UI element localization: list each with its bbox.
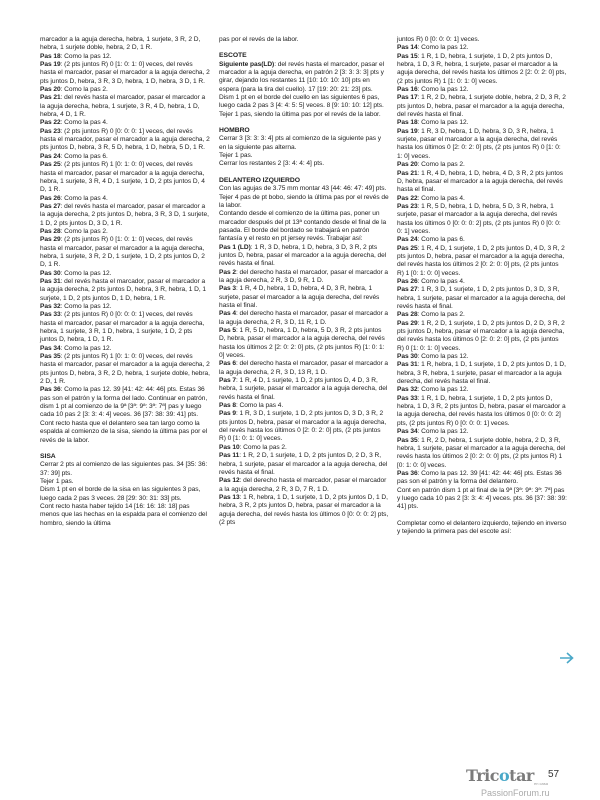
- row-text: : Como la pas 4.: [60, 194, 108, 202]
- paragraph: [40, 386, 210, 444]
- row-label: Pas 31: [40, 277, 61, 285]
- row-label: Pas 23: [397, 202, 418, 210]
- paragraph: [397, 353, 567, 361]
- row-label: Pas 33: [40, 311, 61, 319]
- row-label: Pas 34: [397, 428, 418, 436]
- paragraph: [397, 53, 567, 86]
- row-label: Pas 8: [219, 402, 236, 410]
- row-label: Pas 14: [397, 44, 418, 52]
- paragraph: [397, 128, 567, 161]
- row-text: : Como la pas 2.: [239, 443, 287, 451]
- row-text: : Como la pas 12.: [60, 303, 112, 310]
- paragraph: [397, 470, 567, 487]
- row-text: : del revés hasta el marcador, pasar el marcador a la aguja derecha, 2 pts juntos D, hebra, 3 R, hebra, 1 D, 1 surjete, 1 D, 2 pts juntos D, 1 D, hebra, 1 R.: [40, 277, 207, 302]
- paragraph: Tejer 1 pas, siendo la última pas por el revés de la labor.: [219, 110, 381, 118]
- paragraph: [40, 53, 210, 61]
- spacer: [219, 169, 389, 177]
- paragraph: [40, 311, 210, 344]
- spacer: [219, 44, 389, 52]
- row-label: Pas 34: [40, 344, 61, 352]
- row-label: Pas 27: [397, 286, 418, 294]
- paragraph: [40, 236, 210, 269]
- row-text: : (2 pts juntos R) 1 [0: 1: 0: 0] veces, del revés hasta el marcador, pasar el marcador a la aguja derecha, hebra, 1 surjete, 3 R, 4 D, 1 surjete, 1 D, 2 pts juntos D, 4 D, 1 R.: [40, 161, 205, 194]
- row-label: Pas 17: [397, 94, 418, 102]
- row-text: : 1 R, 4 D, hebra, 1 D, hebra, 4 D, 3 R, hebra, 1 surjete, pasar el marcador a la aguja derecha, del revés hasta el final.: [219, 285, 380, 309]
- row-label: Pas 31: [397, 361, 418, 369]
- row-text: : Como la pas 12.: [60, 52, 112, 60]
- paragraph: [397, 437, 567, 470]
- paragraph: Tejer 1 pas.: [40, 477, 74, 485]
- paragraph: Tejer 4 pas de pt bobo, siendo la última pas por el revés de la labor.: [219, 193, 389, 209]
- paragraph: [397, 245, 567, 278]
- row-text: : 1 R, hebra, 1 D, 1 surjete, 1 D, 2 pts juntos D, 1 D, hebra, 3 R, 2 pts juntos D, hebra, pasar el marcador a la aguja derecha, del revés hasta los últimos 0 [0: 0: 0: 2] pts, (2 pts: [219, 493, 389, 526]
- row-text: : 1 R, 5 D, hebra, 1 D, hebra, 5 D, 3 R, 2 pts juntos D, hebra, pasar el marcador a la aguja derecha, del revés hasta los últimos 2 [2: 0: 2: 0] pts, (2 pts juntos R) [1: 0: 1: 0] veces.: [219, 327, 385, 360]
- paragraph: [397, 428, 567, 436]
- row-text: : (2 pts juntos R) 0 [1: 0: 1: 0] veces, del revés hasta el marcador, pasar el marcador a la aguja derecha, 2 pts juntos D, hebra, 3 R, 3 D, hebra, 1 D, hebra, 3 D, 1 R.: [40, 61, 210, 85]
- paragraph: [40, 195, 210, 203]
- paragraph: [40, 270, 210, 278]
- paragraph: [219, 285, 389, 310]
- row-label: Pas 9: [219, 410, 236, 418]
- paragraph: Completar como el delantero izquierdo, tejiendo en inverso y tejiendo la primera pas del escote así:: [397, 519, 567, 535]
- paragraph: [397, 386, 567, 394]
- row-label: Pas 25: [40, 161, 61, 169]
- paragraph: juntos R) 0 [0: 0: 0: 1] veces.: [397, 36, 480, 43]
- page-number: 57: [548, 769, 560, 780]
- paragraph: [397, 195, 567, 203]
- row-text: : del derecho hasta el marcador, pasar el marcador a la aguja derecha, 2 R, 3 D, 9 R, 1 D.: [219, 268, 389, 284]
- row-label: Pas 15: [397, 52, 418, 60]
- paragraph: [219, 377, 389, 402]
- paragraph: Cont recto hasta haber tejido 14 [16: 16: 18: 18] pas menos que las hechas en la espalda para el comienzo del hombro, siendo la última: [40, 502, 207, 527]
- paragraph: Tejer 1 pas.: [219, 152, 253, 160]
- row-text: : del revés hasta el marcador, pasar el marcador a la aguja derecha, 2 pts juntos D, hebra, 3 R, 3 D, 1 surjete, 1 D, 2 pts juntos D, 3 D, 1 R.: [40, 202, 209, 227]
- row-text: : 1 R, hebra, 1 D, 1 surjete, 1 D, 2 pts juntos D, 1 D, hebra, 3 R, hebra, 1 surjete, pasar el marcador a la aguja derecha, del revés hasta el final.: [397, 361, 566, 386]
- paragraph: [397, 44, 567, 52]
- paragraph: [219, 410, 389, 443]
- row-label: Pas 30: [397, 353, 418, 361]
- paragraph: [219, 444, 389, 452]
- row-text: : 1 R, 1 D, hebra, 1 surjete, 1 D, 2 pts juntos D, hebra, 1 D, 3 R, 2 pts juntos D, hebra, pasar el marcador a la aguja derecha, del revés hasta los últimos 0 [0: 0: 0: 2] pts, (2 pts juntos R) 0 [0: 0: 0: 1] veces.: [397, 394, 566, 427]
- row-label: Pas 20: [40, 86, 61, 94]
- row-label: Pas 35: [40, 353, 61, 361]
- paragraph: [397, 286, 567, 311]
- paragraph: Cont en patrón dism 1 pt al final de la 9ª [3ª: 9ª: 3ª: 7ª] pas y luego cada 10 pas 2 [3: 3: 4: 4] veces. pts. 36 [37: 38: 39: 41] pts.: [397, 486, 567, 511]
- row-label: Pas 2: [219, 268, 236, 276]
- paragraph: [40, 153, 210, 161]
- paragraph: [219, 61, 389, 94]
- row-label: Pas 19: [397, 127, 418, 135]
- row-text: : 1 R, 3 D, 1 surjete, 1 D, 2 pts juntos D, 3 D, 3 R, 2 pts juntos D, hebra, pasar el marcador a la aguja derecha, del revés hasta los últimos 0 [2: 0: 2: 0] pts, (2 pts juntos R) 0 [1: 0: 1: 0] veces.: [219, 410, 387, 443]
- paragraph: [40, 303, 210, 311]
- paragraph: [40, 119, 210, 127]
- row-text: : 1 R, 4 D, 1 surjete, 1 D, 2 pts juntos D, 4 D, 3 R, hebra, 1 surjete, pasar el marcador a la aguja derecha, del revés hasta el final.: [219, 377, 388, 401]
- row-text: : Como la pas 12.: [417, 119, 469, 127]
- row-label: Pas 4: [219, 310, 236, 318]
- row-text: : del derecho hasta el marcador, pasar el marcador a la aguja derecha, 2 R, 3 D, 7 R, 1 D.: [219, 477, 387, 493]
- row-text: : 1 R, 2 D, 1 surjete, 1 D, 2 pts juntos D, 2 D, 3 R, hebra, 1 surjete, pasar el marcador a la aguja derecha, del revés hasta el final.: [219, 452, 388, 476]
- row-label: Pas 3: [219, 285, 236, 293]
- paragraph: [40, 278, 210, 303]
- paragraph: [219, 452, 389, 477]
- row-label: Pas 30: [40, 269, 61, 277]
- row-label: Pas 12: [219, 477, 240, 485]
- row-text: : del revés hasta el marcador, pasar el marcador a la aguja derecha, en patrón 2 [3: 3: 3: 3] pts y girar, dejando los restantes 11 [10: 10: 10: 10] pts en espera (para la tira del cuello). 17 [19: 20: 21: 23] pts.: [219, 60, 385, 93]
- row-label: Pas 22: [40, 119, 61, 127]
- paragraph: [40, 128, 210, 153]
- row-label: Pas 16: [397, 86, 418, 94]
- row-text: : Como la pas 2.: [417, 311, 465, 319]
- paragraph: [40, 94, 210, 119]
- row-label: Pas 18: [40, 52, 61, 60]
- row-label: Pas 19: [40, 61, 61, 69]
- row-text: : 1 R, 5 D, hebra, 1 D, hebra, 5 D, 3 R, hebra, 1 surjete, pasar el marcador a la aguja derecha, del revés hasta los últimos 0 [0: 0: 0: 2] pts, (2 pts juntos R) 0 [0: 0: 0: 1] veces.: [397, 202, 561, 235]
- paragraph: [219, 360, 389, 377]
- paragraph: [397, 86, 567, 94]
- row-label: Pas 28: [40, 227, 61, 235]
- paragraph: [397, 236, 567, 244]
- paragraph: [397, 395, 567, 428]
- paragraph: [219, 327, 389, 360]
- row-text: : (2 pts juntos R) 1 [0: 1: 0: 0] veces, del revés hasta el marcador, pasar el marcador a la aguja derecha, 2 pts juntos D, hebra, 3 R, 2 D, hebra, 1 surjete doble, hebra, 2 D, 1 R.: [40, 353, 210, 386]
- row-text: : Como la pas 12.: [60, 344, 112, 352]
- row-text: : Como la pas 12.: [417, 86, 469, 94]
- row-text: : 1 R, 2 D, hebra, 1 surjete doble, hebra, 2 D, 3 R, hebra, 1 surjete, pasar el marcador a la aguja derecha, del revés hasta los últimos 2 [0: 2: 0: 0] pts, (2 pts juntos R) 1 [0: 1: 0: 0] veces.: [397, 436, 566, 469]
- row-text: : del revés hasta el marcador, pasar el marcador a la aguja derecha, hebra, 1 surjete, 3 R, 4 D, hebra, 1 D, hebra, 4 D, 1 R.: [40, 94, 206, 119]
- text-column-1: [40, 36, 210, 528]
- paragraph: Dism 1 pt en el borde del cuello en las siguientes 6 pas, luego cada 2 pas 3 [4: 4: 5: 5] veces. 8 [9: 10: 10: 12] pts.: [219, 94, 384, 110]
- row-text: : (2 pts juntos R) 0 [1: 0: 1: 0] veces, del revés hasta el marcador, pasar el marcador a la aguja derecha, hebra, 1 surjete, 3 R, 2 D, 1 surjete, 1 D, 2 pts juntos D, 2 D, 1 R.: [40, 236, 205, 269]
- text-column-3: [397, 36, 567, 536]
- paragraph: [219, 477, 389, 494]
- row-text: : Como la pas 4.: [417, 194, 465, 202]
- paragraph: Cerrar 2 pts al comienzo de las siguientes pas. 34 [35: 36: 37: 39] pts.: [40, 461, 208, 477]
- paragraph: Con las agujas de 3.75 mm montar 43 [44: 46: 47: 49] pts.: [219, 185, 387, 193]
- paragraph: Cerrar 3 [3: 3: 3: 4] pts al comienzo de la siguiente pas y en la siguiente pas alterna.: [219, 135, 381, 151]
- paragraph: [219, 310, 389, 327]
- row-text: : Como la pas 12. 39 [41: 42: 44: 46] pts. Estas 36 pas son el patrón y la forma del delantero.: [397, 469, 562, 486]
- brand-subtitle: en casa: [534, 781, 549, 786]
- row-text: : Como la pas 4.: [417, 277, 465, 285]
- row-label: Pas 23: [40, 127, 61, 135]
- paragraph: [397, 278, 567, 286]
- row-label: Pas 21: [40, 94, 61, 102]
- row-text: : Como la pas 12.: [417, 386, 469, 394]
- row-text: : 1 R, 4 D, 1 surjete, 1 D, 2 pts juntos D, 4 D, 3 R, 2 pts juntos D, hebra, pasar el marcador a la aguja derecha, del revés hasta los últimos 2 [0: 2: 0: 0] pts, (2 pts juntos R) 1 [0: 1: 0: 0] veces.: [397, 244, 565, 277]
- section-heading: ESCOTE: [219, 52, 247, 60]
- paragraph: [397, 94, 567, 119]
- row-label: Pas 18: [397, 119, 418, 127]
- row-label: Pas 29: [397, 319, 418, 327]
- paragraph: [397, 170, 567, 195]
- row-label: Pas 36: [40, 386, 61, 394]
- row-label: Pas 22: [397, 194, 418, 202]
- paragraph: [397, 119, 567, 127]
- row-text: : (2 pts juntos R) 0 [0: 0: 0: 1] veces, del revés hasta el marcador, pasar el marcador a la aguja derecha, hebra, 1 surjete, 3 R, 1 D, hebra, 1 surjete, 1 D, 2 pts juntos D, hebra, 1 D, 1 R.: [40, 311, 205, 344]
- paragraph: [40, 61, 210, 86]
- row-label: Pas 1 (LD): [219, 243, 251, 251]
- row-text: : Como la pas 6.: [417, 236, 465, 244]
- spacer: [397, 512, 567, 520]
- row-text: : del derecho hasta el marcador, pasar el marcador a la aguja derecha, 2 R, 3 D, 11 R, 1 D.: [219, 310, 389, 326]
- row-label: Pas 26: [397, 277, 418, 285]
- paragraph: [219, 244, 389, 269]
- spacer: [40, 445, 210, 453]
- section-heading: DELANTERO IZQUIERDO: [219, 176, 300, 184]
- brand-logo: Tricotar: [466, 766, 534, 785]
- row-label: Pas 5: [219, 327, 236, 334]
- row-text: : Como la pas 4.: [235, 402, 284, 410]
- row-label: Pas 6: [219, 360, 236, 368]
- watermark: PassionForum.ru: [481, 788, 550, 798]
- row-text: : Como la pas 4.: [60, 119, 108, 127]
- row-label: Pas 10: [219, 443, 240, 451]
- paragraph: marcador a la aguja derecha, hebra, 1 surjete, 3 R, 2 D, hebra, 1 surjete doble, hebra, 2 D, 1 R.: [40, 36, 201, 52]
- row-text: : 1 R, 1 D, hebra, 1 surjete, 1 D, 2 pts juntos D, hebra, 1 D, 3 R, hebra, 1 surjete, pasar el marcador a la aguja derecha, del revés hasta los últimos 2 [2: 0: 2: 0] pts, (2 pts juntos R) 1 [1: 0: 1: 0] veces.: [397, 52, 567, 85]
- row-label: Pas 11: [219, 452, 240, 460]
- paragraph: Cerrar los restantes 2 [3: 4: 4: 4] pts.: [219, 160, 325, 168]
- paragraph: Contando desde el comienzo de la última pas, poner un marcador después del pt 13ª contando desde el final de la pasada. El borde del bordado se trabajará en patrón fantasía y el resto en pt jersey revés. Trabajar así:: [219, 210, 387, 243]
- section-heading: SISA: [40, 452, 56, 460]
- row-text: : Como la pas 12.: [417, 353, 469, 361]
- paragraph: [40, 228, 210, 236]
- paragraph: [40, 353, 210, 386]
- row-text: : Como la pas 12.: [417, 428, 469, 436]
- row-text: : Como la pas 12.: [417, 44, 469, 52]
- row-label: Pas 25: [397, 244, 418, 252]
- row-text: : 1 R, 2 D, 1 surjete, 1 D, 2 pts juntos D, 2 D, 3 R, 2 pts juntos D, hebra, pasar el marcador a la aguja derecha, del revés hasta los últimos 0 [2: 0: 2: 0] pts, (2 pts juntos R) 0 [1: 0: 1: 0] veces.: [397, 319, 565, 352]
- row-text: : Como la pas 2.: [60, 227, 108, 235]
- row-label: Siguiente pas(LD): [219, 60, 275, 68]
- paragraph: [40, 203, 210, 228]
- row-text: : (2 pts juntos R) 0 [0: 0: 0: 1] veces, del revés hasta el marcador, pasar el marcador a la aguja derecha, 2 pts juntos D, hebra, 3 R, 5 D, hebra, 1 D, hebra, 5 D, 1 R.: [40, 127, 210, 152]
- row-text: : 1 R, 3 D, hebra, 1 D, hebra, 3 D, 3 R, 2 pts juntos D, hebra, pasar el marcador a la aguja derecha, del revés hasta el final.: [219, 243, 387, 268]
- paragraph: [40, 86, 210, 94]
- row-text: : Como la pas 6.: [60, 152, 108, 160]
- paragraph: [40, 345, 210, 353]
- paragraph: [397, 161, 567, 169]
- row-label: Pas 32: [40, 303, 61, 310]
- row-label: Pas 26: [40, 194, 61, 202]
- row-label: Pas 32: [397, 386, 418, 394]
- row-label: Pas 27: [40, 202, 61, 210]
- row-label: Pas 7: [219, 377, 236, 385]
- paragraph: [40, 161, 210, 194]
- paragraph: Dism 1 pt en el borde de la sisa en las siguientes 3 pas, luego cada 2 pas 3 veces. 28 [29: 30: 31: 33] pts.: [40, 486, 201, 502]
- row-label: Pas 24: [397, 236, 418, 244]
- row-label: Pas 33: [397, 394, 418, 402]
- row-text: : 1 R, 3 D, 1 surjete, 1 D, 2 pts juntos D, 3 D, 3 R, hebra, 1 surjete, pasar el marcador a la aguja derecha, del revés hasta el final.: [397, 286, 566, 310]
- row-label: Pas 24: [40, 152, 61, 160]
- paragraph: [397, 320, 567, 353]
- row-text: : Como la pas 2.: [60, 86, 108, 94]
- paragraph: [397, 311, 567, 319]
- arrow-right-icon: [559, 652, 575, 664]
- row-label: Pas 28: [397, 311, 418, 319]
- row-text: : del derecho hasta el marcador, pasar el marcador a la aguja derecha, 2 R, 3 D, 13 R, 1 D.: [219, 360, 389, 376]
- paragraph: [397, 203, 567, 236]
- row-label: Pas 36: [397, 469, 418, 477]
- paragraph: [219, 402, 389, 410]
- paragraph: [219, 269, 389, 286]
- paragraph: pas por el revés de la labor.: [219, 36, 299, 43]
- row-label: Pas 35: [397, 436, 418, 444]
- row-label: Pas 20: [397, 161, 418, 169]
- row-label: Pas 13: [219, 493, 240, 501]
- paragraph: [397, 361, 567, 386]
- text-column-2: [219, 36, 389, 527]
- row-label: Pas 29: [40, 236, 61, 244]
- row-label: Pas 21: [397, 169, 418, 177]
- spacer: [219, 119, 389, 127]
- row-text: : Como la pas 12.: [60, 269, 112, 277]
- row-text: : 1 R, 2 D, hebra, 1 surjete doble, hebra, 2 D, 3 R, 2 pts juntos D, hebra, pasar el marcador a la aguja derecha, del revés hasta el final.: [397, 94, 566, 119]
- section-heading: HOMBRO: [219, 127, 250, 135]
- row-text: : Como la pas 2.: [417, 161, 465, 169]
- row-text: : 1 R, 3 D, hebra, 1 D, hebra, 3 D, 3 R, hebra, 1 surjete, pasar el marcador a la aguja derecha, del revés hasta los últimos 0 [2: 0: 2: 0] pts, (2 pts juntos R) 0 [1: 0: 1: 0] veces.: [397, 127, 561, 160]
- paragraph: [219, 494, 389, 527]
- row-text: : 1 R, 4 D, hebra, 1 D, hebra, 4 D, 3 R, 2 pts juntos D, hebra, pasar el marcador a la aguja derecha, del revés hasta el final.: [397, 169, 564, 194]
- row-text: : Como la pas 12. 39 [41: 42: 44: 46] pts. Estas 36 pas son el patrón y la forma del lado. Continuar en patrón, dism 1 pt al comienzo de la 9ª [3ª: 9ª: 3ª: 7ª] pas y luego cada 10 pas 2 [3: 3: 4: 4] veces. 36 [37: 38: 39: 41] pts. Cont recto hasta que el delantero sea tan largo como la espalda al comienzo de la sisa, siendo la última pas por el revés de la labor.: [40, 386, 208, 444]
